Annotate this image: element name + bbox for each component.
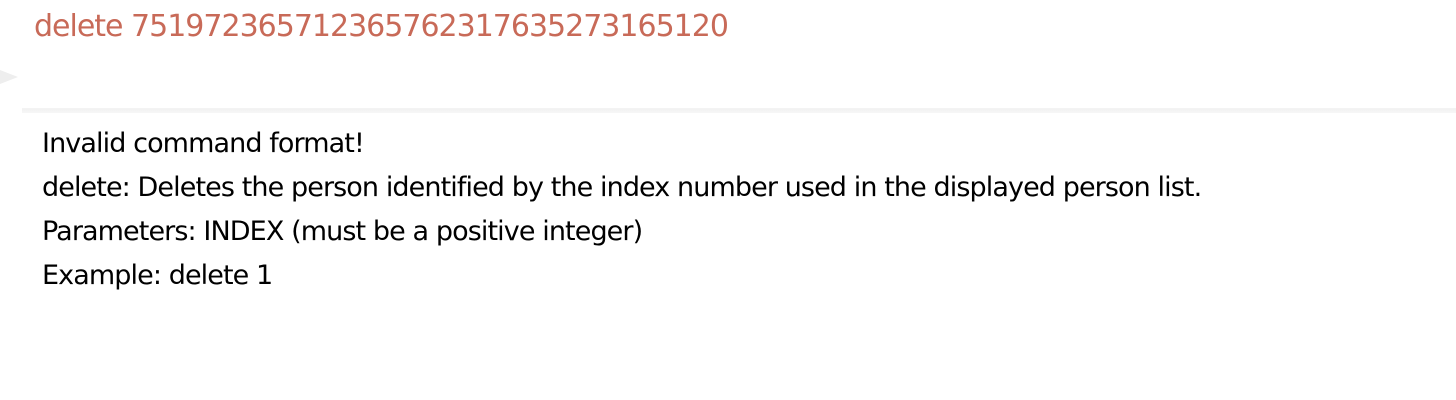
- result-display: [22, 114, 1456, 400]
- result-example-line: Example: delete 1: [42, 260, 273, 291]
- result-error-title: Invalid command format!: [42, 128, 364, 159]
- panel-divider: [22, 108, 1456, 113]
- side-notch: [0, 70, 18, 84]
- command-box-area: [0, 0, 1456, 108]
- result-parameters-line: Parameters: INDEX (must be a positive integer): [42, 216, 643, 247]
- result-usage-line: delete: Deletes the person identified by the index number used in the displayed person list.: [42, 172, 1202, 203]
- command-input[interactable]: [34, 4, 1414, 50]
